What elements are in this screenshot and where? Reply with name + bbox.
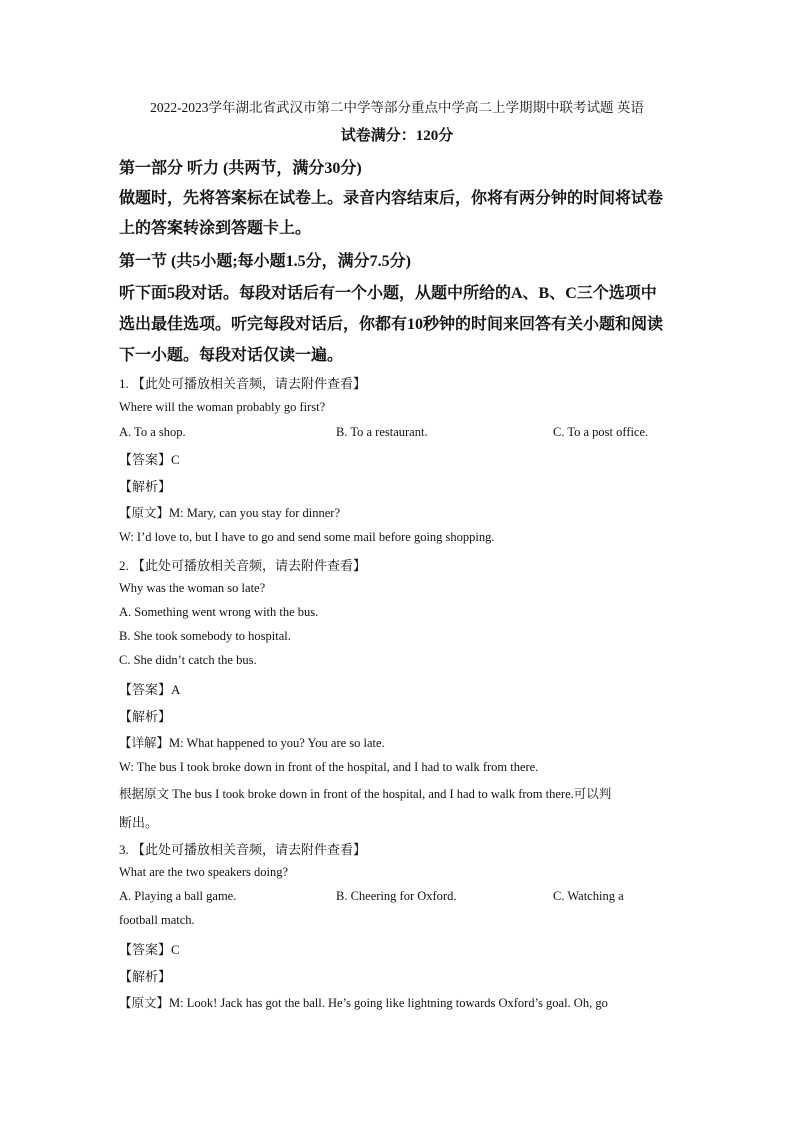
total-score: 试卷满分：120分 [340,128,454,144]
q2-audio-placeholder: 2. 【此处可播放相关音频，请去附件查看】 [119,558,367,573]
section1-heading: 第一节 (共5小题;每小题1.5分，满分7.5分) [119,253,411,270]
document-title: 2022-2023学年湖北省武汉市第二中学等部分重点中学高二上学期期中联考试题 英语 [150,100,644,115]
q3-option-b: B. Cheering for Oxford. [336,889,457,903]
q3-analysis: 【解析】 [119,969,172,984]
part1-instructions-line1: 做题时，先将答案标在试卷上。录音内容结束后，你将有两分钟的时间将试卷 [119,190,664,207]
section1-instructions-line1: 听下面5段对话。每段对话后有一个小题，从题中所给的A、B、C三个选项中 [119,285,657,302]
section1-instructions-line3: 下一小题。每段对话仅读一遍。 [119,347,344,364]
q2-detail-line1: 【详解】M: What happened to you? You are so late. [119,736,385,750]
q2-option-b: B. She took somebody to hospital. [119,629,291,643]
q1-analysis: 【解析】 [119,479,172,494]
part1-instructions-line2: 上的答案转涂到答题卡上。 [119,220,312,237]
q3-question: What are the two speakers doing? [119,865,289,879]
q1-transcript-line1: 【原文】M: Mary, can you stay for dinner? [119,506,341,520]
q3-option-a: A. Playing a ball game. [119,889,237,903]
q1-transcript-line2: W: I’d love to, but I have to go and send some mail before going shopping. [119,530,495,544]
q2-detail-line3: 根据原文 The bus I took broke down in front of the hospital, and I had to walk from there.可以判 [119,787,612,801]
q1-audio-placeholder: 1. 【此处可播放相关音频，请去附件查看】 [119,376,367,391]
q3-answer: 【答案】C [119,942,180,957]
q1-option-b: B. To a restaurant. [336,425,428,439]
q2-question: Why was the woman so late? [119,581,266,595]
q1-question: Where will the woman probably go first? [119,400,326,414]
q3-option-c: C. Watching a [553,889,624,903]
q2-detail-line4: 断出。 [119,815,159,830]
q1-answer: 【答案】C [119,452,180,467]
q3-transcript-line1: 【原文】M: Look! Jack has got the ball. He’s going like lightning towards Oxford’s goal. Oh, go [119,996,608,1010]
q2-answer: 【答案】A [119,682,181,697]
q2-option-a: A. Something went wrong with the bus. [119,605,319,619]
q2-analysis: 【解析】 [119,709,172,724]
q1-option-c: C. To a post office. [553,425,649,439]
q3-option-c-continued: football match. [119,913,195,927]
q1-option-a: A. To a shop. [119,425,186,439]
q2-option-c: C. She didn’t catch the bus. [119,653,257,667]
q3-audio-placeholder: 3. 【此处可播放相关音频，请去附件查看】 [119,842,367,857]
section1-instructions-line2: 选出最佳选项。听完每段对话后，你都有10秒钟的时间来回答有关小题和阅读 [119,316,664,333]
part1-heading: 第一部分 听力 (共两节，满分30分) [119,160,362,177]
q2-detail-line2: W: The bus I took broke down in front of the hospital, and I had to walk from there. [119,760,539,774]
